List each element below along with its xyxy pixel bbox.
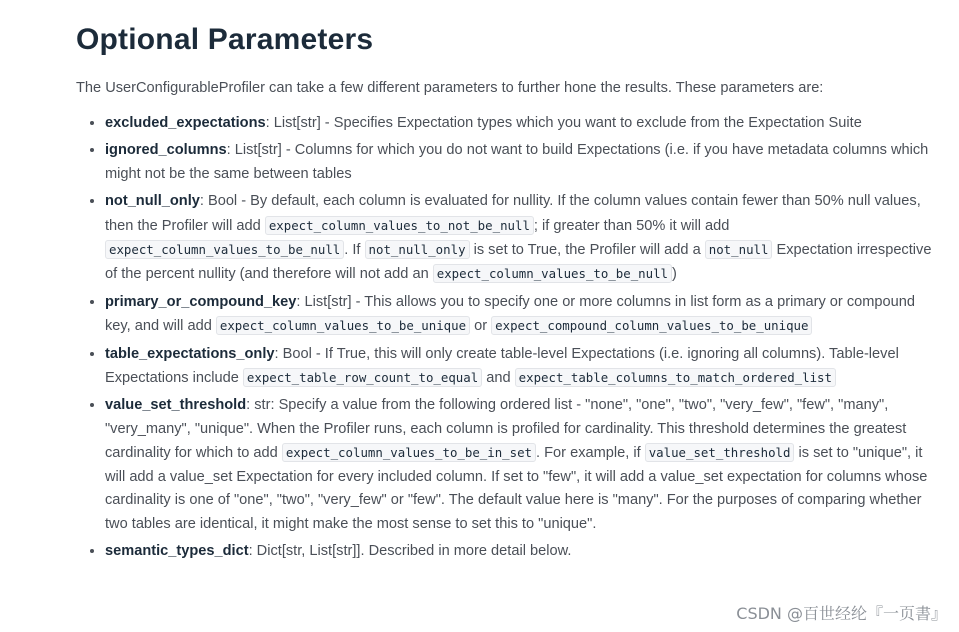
list-item-primary-or-compound-key xyxy=(105,291,938,339)
list-item-table-expectations-only xyxy=(105,343,938,391)
intro-paragraph: The UserConfigurableProfiler can take a few different parameters to further hone the results. These parameters are: xyxy=(76,80,824,96)
param-name: not_null_only xyxy=(105,193,200,210)
param-description: is set to True, the Profiler will add a xyxy=(469,242,705,259)
param-description: : Bool - By default, each column is evaluated for nullity. If the column values contain fewer than 50% null values, then the Profiler will add xyxy=(105,193,921,234)
inline-code: expect_table_columns_to_match_ordered_list xyxy=(515,368,836,387)
param-description: : List[str] - This allows you to specify one or more columns in list form as a primary or compound key, and will add xyxy=(105,293,915,335)
inline-code: expect_compound_column_values_to_be_unique xyxy=(491,316,812,335)
param-description: is set to "unique", it will add a value_set Expectation for every included column. If set to "few", it will add a value_set expectation for columns whose cardinality is one of "one", "two", "very_few" or "few". The default value here is "many". For the purposes of comparing whether two tables are identical, it might make the most sense to set this to "unique". xyxy=(105,445,928,532)
param-description: . If xyxy=(344,242,365,259)
list-item-not-null-only xyxy=(105,190,938,287)
param-description: : Dict[str, List[str]]. Described in more detail below. xyxy=(248,542,572,559)
param-description: : List[str] - Specifies Expectation types which you want to exclude from the Expectation Suite xyxy=(265,115,862,131)
param-name: value_set_threshold xyxy=(105,397,247,414)
list-item-semantic-types-dict xyxy=(105,540,938,563)
param-description: and xyxy=(482,370,515,387)
inline-code: value_set_threshold xyxy=(645,443,795,462)
param-name: primary_or_compound_key xyxy=(105,293,297,310)
inline-code: not_null_only xyxy=(365,240,470,259)
param-description: : List[str] - Columns for which you do not want to build Expectations (i.e. if you have metadata columns which might not be the same between tables xyxy=(105,142,929,182)
page-title: Optional Parameters xyxy=(76,23,374,56)
param-description: : Bool - If True, this will only create table-level Expectations (i.e. ignoring all columns). Table-level Expectations include xyxy=(105,345,899,387)
inline-code: expect_column_values_to_be_in_set xyxy=(282,443,536,462)
param-description: : str: Specify a value from the following ordered list - "none", "one", "two", "very_few", "few", "many", "very_many", "unique". When the Profiler runs, each column is profiled for cardinality. This threshold determines the greatest cardinality for which to add xyxy=(105,397,907,462)
inline-code: expect_column_values_to_be_null xyxy=(433,264,672,283)
list-item-value-set-threshold xyxy=(105,394,938,535)
inline-code: expect_column_values_to_not_be_null xyxy=(265,216,534,235)
param-description: ) xyxy=(672,266,677,283)
list-item-excluded-expectations xyxy=(105,112,938,135)
document-body xyxy=(76,18,938,567)
watermark: CSDN @百世经纶『一页書』 xyxy=(736,604,947,623)
param-description: or xyxy=(470,318,492,335)
param-name: ignored_columns xyxy=(105,142,227,159)
param-name: table_expectations_only xyxy=(105,345,275,362)
parameter-list xyxy=(76,112,938,563)
list-item-ignored-columns xyxy=(105,139,938,186)
param-description: . For example, if xyxy=(536,445,645,462)
param-name: semantic_types_dict xyxy=(105,542,249,559)
inline-code: expect_column_values_to_be_null xyxy=(105,240,344,259)
inline-code: expect_table_row_count_to_equal xyxy=(243,368,482,387)
param-description: ; if greater than 50% it will add xyxy=(533,217,730,234)
inline-code: not_null xyxy=(705,240,773,259)
inline-code: expect_column_values_to_be_unique xyxy=(216,316,470,335)
param-description: Expectation irrespective of the percent nullity (and therefore will not add an xyxy=(105,242,932,283)
param-name: excluded_expectations xyxy=(105,115,266,131)
